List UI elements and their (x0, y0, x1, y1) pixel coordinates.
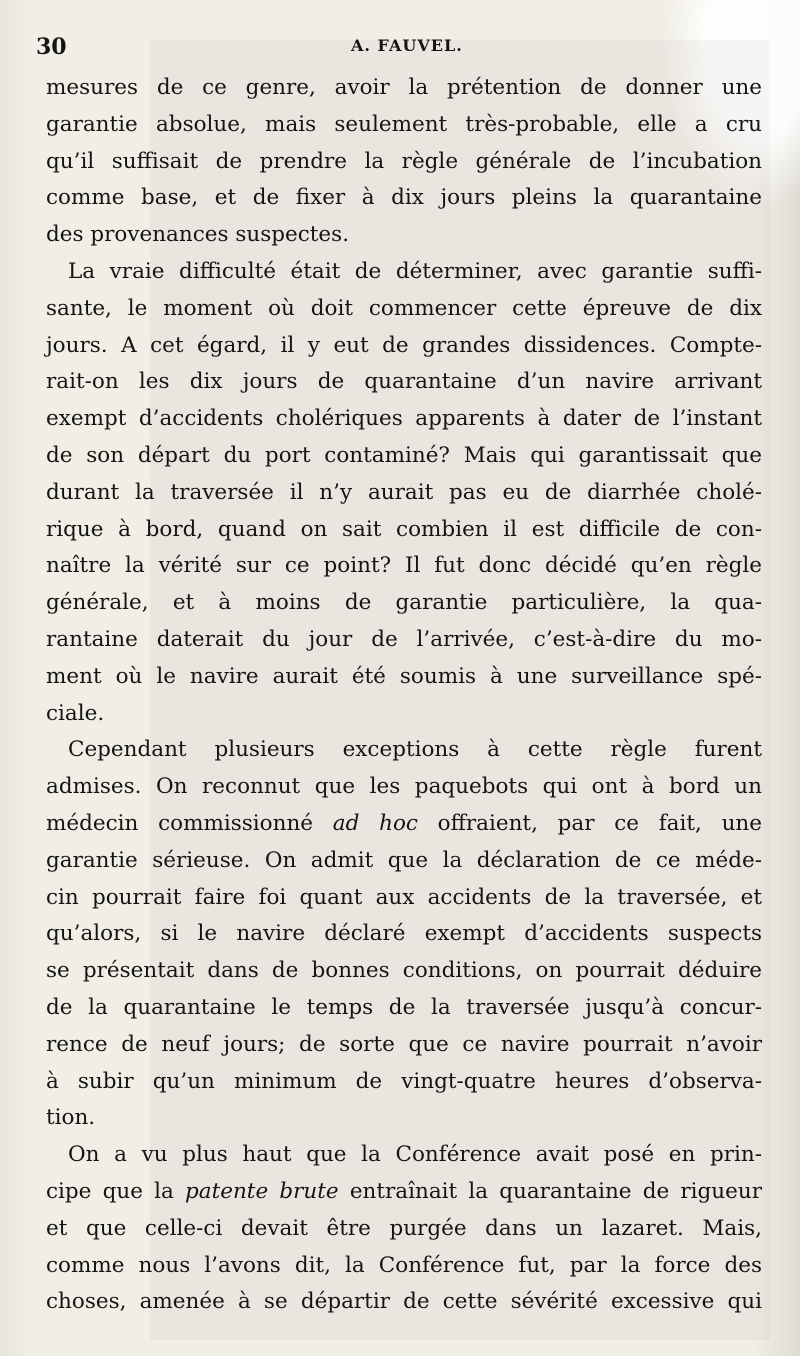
text-line: rence de neuf jours; de sorte que ce navire pourrait n’avoir (46, 1031, 762, 1057)
text-line: sante, le moment où doit commencer cette épreuve de dix (46, 295, 762, 321)
italic-phrase: ad hoc (332, 810, 418, 836)
text-line: garantie absolue, mais seulement très-probable, elle a cru (46, 111, 762, 137)
text-line: rantaine daterait du jour de l’arrivée, c’est-à-dire du mo- (46, 626, 762, 652)
text-line: jours. A cet égard, il y eut de grandes dissidences. Compte- (46, 332, 762, 358)
text-segment: entraînait la quarantaine de rigueur (338, 1178, 763, 1204)
text-line: qu’il suffisait de prendre la règle générale de l’incubation (46, 148, 762, 174)
text-segment: médecin commissionné (46, 810, 333, 836)
page-number: 30 (36, 34, 67, 60)
text-line: ciale. (46, 700, 105, 726)
text-line: générale, et à moins de garantie particulière, la qua- (46, 590, 762, 616)
text-line: comme nous l’avons dit, la Conférence fut, par la force des (46, 1252, 762, 1278)
text-line: de son départ du port contaminé? Mais qui garantissait que (46, 442, 762, 468)
text-line: se présentait dans de bonnes conditions, on pourrait déduire (46, 958, 762, 984)
text-line: garantie sérieuse. On admit que la déclaration de ce méde- (46, 847, 762, 873)
page-header (36, 34, 776, 58)
text-line: choses, amenée à se départir de cette sévérité excessive qui (46, 1289, 762, 1315)
text-line (46, 806, 762, 843)
text-line: exempt d’accidents cholériques apparents à dater de l’instant (46, 406, 762, 432)
text-line: rique à bord, quand on sait combien il est difficile de con- (46, 516, 762, 542)
text-line: et que celle-ci devait être purgée dans un lazaret. Mais, (46, 1215, 762, 1241)
text-line: On a vu plus haut que la Conférence avait posé en prin- (68, 1142, 762, 1168)
text-line: des provenances suspectes. (46, 222, 350, 248)
text-line: à subir qu’un minimum de vingt-quatre heures d’observa- (46, 1068, 762, 1094)
text-line: naître la vérité sur ce point? Il fut donc décidé qu’en règle (46, 553, 762, 579)
text-line: comme base, et de fixer à dix jours pleins la quarantaine (46, 185, 762, 211)
text-line: rait-on les dix jours de quarantaine d’un navire arrivant (46, 369, 762, 395)
text-line: qu’alors, si le navire déclaré exempt d’accidents suspects (46, 921, 762, 947)
text-line: Cependant plusieurs exceptions à cette règle furent (68, 737, 762, 763)
text-line (46, 1174, 762, 1211)
text-line: tion. (46, 1105, 96, 1131)
body-text (46, 70, 762, 1321)
text-line: de la quarantaine le temps de la traversée jusqu’à concur- (46, 994, 762, 1020)
running-head: A. FAUVEL. (351, 36, 463, 55)
text-line: La vraie difficulté était de déterminer, avec garantie suffi- (68, 258, 762, 284)
text-line: cin pourrait faire foi quant aux accidents de la traversée, et (46, 884, 762, 910)
italic-phrase: patente brute (185, 1178, 339, 1204)
text-line: durant la traversée il n’y aurait pas eu de diarrhée cholé- (46, 479, 762, 505)
text-line: mesures de ce genre, avoir la prétention de donner une (46, 75, 762, 100)
text-line: ment où le navire aurait été soumis à une surveillance spé- (46, 663, 762, 689)
text-line: admises. On reconnut que les paquebots qui ont à bord un (46, 774, 762, 800)
text-segment: offraient, par ce fait, une (417, 810, 763, 836)
text-segment: cipe que la (46, 1178, 186, 1204)
